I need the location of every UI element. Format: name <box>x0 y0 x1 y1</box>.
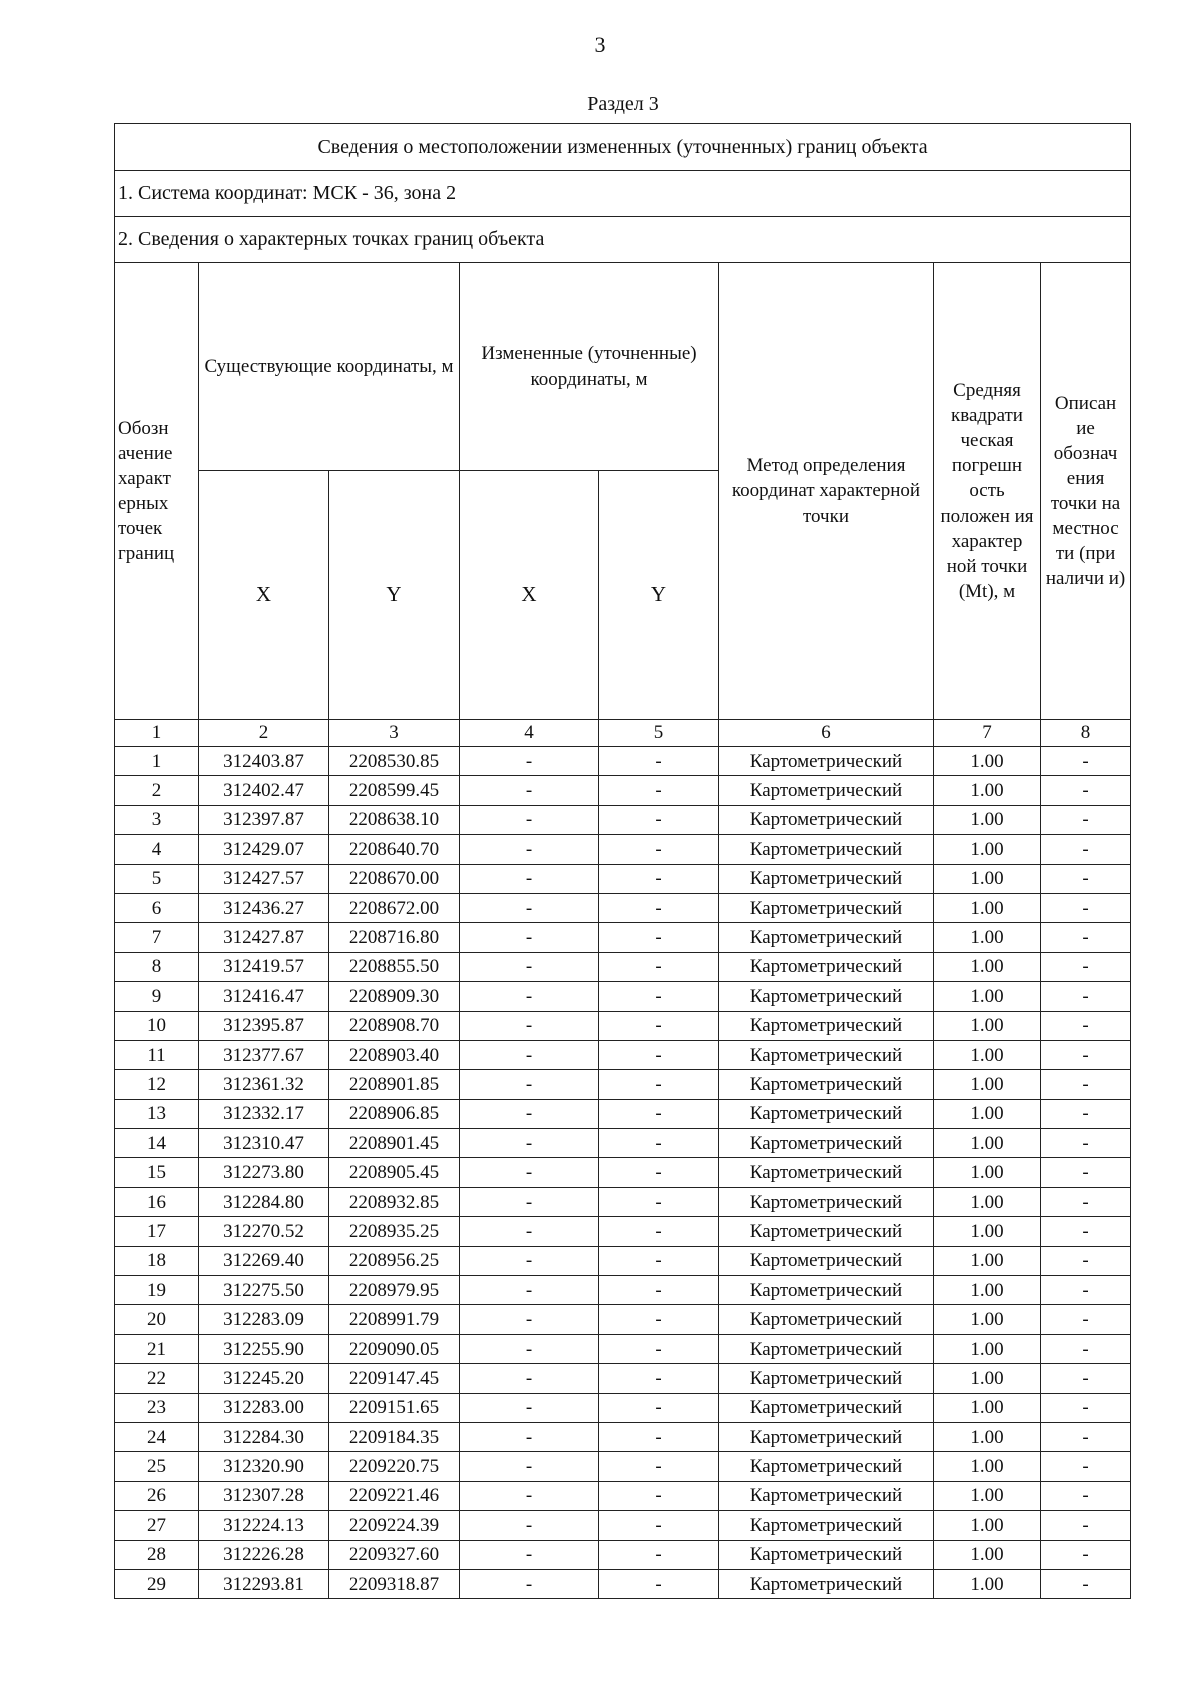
existing-y-cell: 2208530.85 <box>329 747 460 776</box>
method-cell: Картометрический <box>719 982 934 1011</box>
point-number-cell: 5 <box>115 864 199 893</box>
description-cell: - <box>1041 1276 1131 1305</box>
method-cell: Картометрический <box>719 1246 934 1275</box>
changed-x-cell: - <box>460 1187 599 1216</box>
existing-y-cell: 2209224.39 <box>329 1511 460 1540</box>
point-number-cell: 18 <box>115 1246 199 1275</box>
header-existing-y: Y <box>329 471 460 720</box>
accuracy-cell: 1.00 <box>934 1187 1041 1216</box>
column-number: 5 <box>599 720 719 747</box>
changed-y-cell: - <box>599 1158 719 1187</box>
description-cell: - <box>1041 1393 1131 1422</box>
table-row <box>115 1187 1131 1216</box>
changed-y-cell: - <box>599 747 719 776</box>
changed-x-cell: - <box>460 805 599 834</box>
changed-x-cell: - <box>460 952 599 981</box>
table-row <box>115 864 1131 893</box>
description-cell: - <box>1041 1187 1131 1216</box>
point-number-cell: 13 <box>115 1099 199 1128</box>
changed-x-cell: - <box>460 1393 599 1422</box>
description-cell: - <box>1041 1452 1131 1481</box>
header-changed-y: Y <box>599 471 719 720</box>
existing-x-cell: 312402.47 <box>199 776 329 805</box>
column-number: 7 <box>934 720 1041 747</box>
existing-y-cell: 2209184.35 <box>329 1422 460 1451</box>
method-cell: Картометрический <box>719 923 934 952</box>
method-cell: Картометрический <box>719 776 934 805</box>
column-number: 4 <box>460 720 599 747</box>
method-cell: Картометрический <box>719 893 934 922</box>
table-title: Сведения о местоположении измененных (уточненных) границ объекта <box>115 124 1131 171</box>
column-number: 1 <box>115 720 199 747</box>
header-designation: Обозн ачение характ ерных точек границ <box>115 263 199 720</box>
point-number-cell: 10 <box>115 1011 199 1040</box>
table-row <box>115 1246 1131 1275</box>
changed-x-cell: - <box>460 1129 599 1158</box>
description-cell: - <box>1041 1511 1131 1540</box>
changed-y-cell: - <box>599 1334 719 1363</box>
existing-y-cell: 2208716.80 <box>329 923 460 952</box>
point-number-cell: 24 <box>115 1422 199 1451</box>
existing-y-cell: 2209221.46 <box>329 1481 460 1510</box>
description-cell: - <box>1041 1305 1131 1334</box>
existing-x-cell: 312377.67 <box>199 1040 329 1069</box>
existing-x-cell: 312270.52 <box>199 1217 329 1246</box>
table-row <box>115 1364 1131 1393</box>
description-cell: - <box>1041 747 1131 776</box>
description-cell: - <box>1041 923 1131 952</box>
point-number-cell: 1 <box>115 747 199 776</box>
changed-y-cell: - <box>599 1305 719 1334</box>
method-cell: Картометрический <box>719 1099 934 1128</box>
description-cell: - <box>1041 1569 1131 1598</box>
existing-y-cell: 2208855.50 <box>329 952 460 981</box>
accuracy-cell: 1.00 <box>934 893 1041 922</box>
header-accuracy: Средняя квадрати ческая погрешн ость положен ия характер ной точки (Mt), м <box>934 263 1041 720</box>
table-row <box>115 1334 1131 1363</box>
changed-y-cell: - <box>599 1481 719 1510</box>
table-row <box>115 1540 1131 1569</box>
point-number-cell: 3 <box>115 805 199 834</box>
point-number-cell: 21 <box>115 1334 199 1363</box>
changed-y-cell: - <box>599 1246 719 1275</box>
description-cell: - <box>1041 1246 1131 1275</box>
coordinate-system: 1. Система координат: МСК - 36, зона 2 <box>115 171 1131 217</box>
existing-x-cell: 312224.13 <box>199 1511 329 1540</box>
accuracy-cell: 1.00 <box>934 1246 1041 1275</box>
accuracy-cell: 1.00 <box>934 1158 1041 1187</box>
changed-y-cell: - <box>599 1452 719 1481</box>
changed-y-cell: - <box>599 1011 719 1040</box>
existing-y-cell: 2208901.45 <box>329 1129 460 1158</box>
point-number-cell: 22 <box>115 1364 199 1393</box>
existing-y-cell: 2209151.65 <box>329 1393 460 1422</box>
changed-y-cell: - <box>599 1540 719 1569</box>
table-row <box>115 1217 1131 1246</box>
point-number-cell: 20 <box>115 1305 199 1334</box>
changed-y-cell: - <box>599 835 719 864</box>
existing-y-cell: 2208991.79 <box>329 1305 460 1334</box>
changed-x-cell: - <box>460 1276 599 1305</box>
changed-y-cell: - <box>599 1276 719 1305</box>
existing-x-cell: 312245.20 <box>199 1364 329 1393</box>
method-cell: Картометрический <box>719 1040 934 1069</box>
accuracy-cell: 1.00 <box>934 835 1041 864</box>
point-number-cell: 17 <box>115 1217 199 1246</box>
existing-y-cell: 2208640.70 <box>329 835 460 864</box>
method-cell: Картометрический <box>719 952 934 981</box>
existing-y-cell: 2209090.05 <box>329 1334 460 1363</box>
accuracy-cell: 1.00 <box>934 1452 1041 1481</box>
accuracy-cell: 1.00 <box>934 747 1041 776</box>
method-cell: Картометрический <box>719 1158 934 1187</box>
table-row <box>115 982 1131 1011</box>
method-cell: Картометрический <box>719 1334 934 1363</box>
existing-x-cell: 312273.80 <box>199 1158 329 1187</box>
existing-x-cell: 312284.80 <box>199 1187 329 1216</box>
changed-x-cell: - <box>460 1246 599 1275</box>
point-number-cell: 15 <box>115 1158 199 1187</box>
point-number-cell: 12 <box>115 1070 199 1099</box>
changed-y-cell: - <box>599 1070 719 1099</box>
description-cell: - <box>1041 1422 1131 1451</box>
changed-x-cell: - <box>460 982 599 1011</box>
changed-y-cell: - <box>599 1099 719 1128</box>
existing-x-cell: 312397.87 <box>199 805 329 834</box>
existing-y-cell: 2209327.60 <box>329 1540 460 1569</box>
changed-y-cell: - <box>599 1364 719 1393</box>
accuracy-cell: 1.00 <box>934 1070 1041 1099</box>
point-number-cell: 16 <box>115 1187 199 1216</box>
existing-x-cell: 312429.07 <box>199 835 329 864</box>
header-existing-x: X <box>199 471 329 720</box>
changed-y-cell: - <box>599 893 719 922</box>
description-cell: - <box>1041 893 1131 922</box>
changed-y-cell: - <box>599 982 719 1011</box>
existing-x-cell: 312255.90 <box>199 1334 329 1363</box>
existing-y-cell: 2209220.75 <box>329 1452 460 1481</box>
method-cell: Картометрический <box>719 1481 934 1510</box>
table-row <box>115 747 1131 776</box>
existing-x-cell: 312320.90 <box>199 1452 329 1481</box>
point-number-cell: 19 <box>115 1276 199 1305</box>
header-method: Метод определения координат характерной точки <box>719 263 934 720</box>
changed-x-cell: - <box>460 747 599 776</box>
existing-y-cell: 2208908.70 <box>329 1011 460 1040</box>
point-number-cell: 7 <box>115 923 199 952</box>
changed-x-cell: - <box>460 1070 599 1099</box>
method-cell: Картометрический <box>719 1569 934 1598</box>
existing-x-cell: 312427.57 <box>199 864 329 893</box>
description-cell: - <box>1041 864 1131 893</box>
changed-y-cell: - <box>599 864 719 893</box>
point-number-cell: 2 <box>115 776 199 805</box>
existing-x-cell: 312275.50 <box>199 1276 329 1305</box>
method-cell: Картометрический <box>719 1070 934 1099</box>
existing-x-cell: 312293.81 <box>199 1569 329 1598</box>
table-row <box>115 835 1131 864</box>
changed-x-cell: - <box>460 1452 599 1481</box>
accuracy-cell: 1.00 <box>934 1011 1041 1040</box>
method-cell: Картометрический <box>719 835 934 864</box>
description-cell: - <box>1041 805 1131 834</box>
existing-y-cell: 2209318.87 <box>329 1569 460 1598</box>
description-cell: - <box>1041 1481 1131 1510</box>
point-number-cell: 27 <box>115 1511 199 1540</box>
existing-x-cell: 312269.40 <box>199 1246 329 1275</box>
boundary-points-table <box>114 123 1131 1599</box>
changed-x-cell: - <box>460 1217 599 1246</box>
description-cell: - <box>1041 1011 1131 1040</box>
existing-x-cell: 312403.87 <box>199 747 329 776</box>
accuracy-cell: 1.00 <box>934 776 1041 805</box>
changed-x-cell: - <box>460 776 599 805</box>
accuracy-cell: 1.00 <box>934 1334 1041 1363</box>
existing-x-cell: 312284.30 <box>199 1422 329 1451</box>
table-row <box>115 776 1131 805</box>
table-row <box>115 1393 1131 1422</box>
existing-x-cell: 312283.09 <box>199 1305 329 1334</box>
existing-y-cell: 2208905.45 <box>329 1158 460 1187</box>
table-row <box>115 1011 1131 1040</box>
header-changed-x: X <box>460 471 599 720</box>
method-cell: Картометрический <box>719 1393 934 1422</box>
table-row <box>115 1129 1131 1158</box>
table-row <box>115 893 1131 922</box>
existing-y-cell: 2208932.85 <box>329 1187 460 1216</box>
changed-y-cell: - <box>599 1422 719 1451</box>
method-cell: Картометрический <box>719 1305 934 1334</box>
accuracy-cell: 1.00 <box>934 1129 1041 1158</box>
changed-x-cell: - <box>460 1099 599 1128</box>
method-cell: Картометрический <box>719 1187 934 1216</box>
accuracy-cell: 1.00 <box>934 1511 1041 1540</box>
description-cell: - <box>1041 835 1131 864</box>
changed-x-cell: - <box>460 864 599 893</box>
existing-x-cell: 312361.32 <box>199 1070 329 1099</box>
accuracy-cell: 1.00 <box>934 1276 1041 1305</box>
description-cell: - <box>1041 1540 1131 1569</box>
changed-y-cell: - <box>599 776 719 805</box>
existing-x-cell: 312226.28 <box>199 1540 329 1569</box>
accuracy-cell: 1.00 <box>934 1422 1041 1451</box>
table-row <box>115 1070 1131 1099</box>
existing-y-cell: 2209147.45 <box>329 1364 460 1393</box>
point-number-cell: 14 <box>115 1129 199 1158</box>
changed-x-cell: - <box>460 1334 599 1363</box>
point-number-cell: 8 <box>115 952 199 981</box>
existing-x-cell: 312416.47 <box>199 982 329 1011</box>
point-number-cell: 29 <box>115 1569 199 1598</box>
changed-x-cell: - <box>460 1011 599 1040</box>
accuracy-cell: 1.00 <box>934 923 1041 952</box>
accuracy-cell: 1.00 <box>934 952 1041 981</box>
changed-x-cell: - <box>460 1481 599 1510</box>
description-cell: - <box>1041 1217 1131 1246</box>
points-caption: 2. Сведения о характерных точках границ объекта <box>115 217 1131 263</box>
point-number-cell: 4 <box>115 835 199 864</box>
existing-y-cell: 2208935.25 <box>329 1217 460 1246</box>
existing-x-cell: 312310.47 <box>199 1129 329 1158</box>
column-number: 6 <box>719 720 934 747</box>
accuracy-cell: 1.00 <box>934 1393 1041 1422</box>
changed-x-cell: - <box>460 1040 599 1069</box>
method-cell: Картометрический <box>719 1452 934 1481</box>
header-description: Описан ие обознач ения точки на местнос ти (при наличи и) <box>1041 263 1131 720</box>
existing-y-cell: 2208901.85 <box>329 1070 460 1099</box>
existing-y-cell: 2208670.00 <box>329 864 460 893</box>
point-number-cell: 11 <box>115 1040 199 1069</box>
table-row <box>115 1099 1131 1128</box>
existing-y-cell: 2208909.30 <box>329 982 460 1011</box>
existing-x-cell: 312307.28 <box>199 1481 329 1510</box>
changed-y-cell: - <box>599 1569 719 1598</box>
existing-x-cell: 312427.87 <box>199 923 329 952</box>
accuracy-cell: 1.00 <box>934 1569 1041 1598</box>
description-cell: - <box>1041 1364 1131 1393</box>
column-numbers-row <box>115 720 1131 747</box>
point-number-cell: 6 <box>115 893 199 922</box>
section-label: Раздел 3 <box>587 93 659 115</box>
existing-y-cell: 2208638.10 <box>329 805 460 834</box>
changed-x-cell: - <box>460 1569 599 1598</box>
changed-x-cell: - <box>460 1305 599 1334</box>
table-row <box>115 1452 1131 1481</box>
method-cell: Картометрический <box>719 1011 934 1040</box>
accuracy-cell: 1.00 <box>934 1099 1041 1128</box>
column-number: 8 <box>1041 720 1131 747</box>
column-number: 2 <box>199 720 329 747</box>
existing-x-cell: 312436.27 <box>199 893 329 922</box>
accuracy-cell: 1.00 <box>934 864 1041 893</box>
point-number-cell: 28 <box>115 1540 199 1569</box>
existing-x-cell: 312419.57 <box>199 952 329 981</box>
table-row <box>115 952 1131 981</box>
existing-x-cell: 312283.00 <box>199 1393 329 1422</box>
changed-x-cell: - <box>460 1158 599 1187</box>
description-cell: - <box>1041 1334 1131 1363</box>
table-row <box>115 1422 1131 1451</box>
existing-y-cell: 2208956.25 <box>329 1246 460 1275</box>
accuracy-cell: 1.00 <box>934 1040 1041 1069</box>
description-cell: - <box>1041 1158 1131 1187</box>
changed-x-cell: - <box>460 923 599 952</box>
changed-y-cell: - <box>599 923 719 952</box>
existing-y-cell: 2208672.00 <box>329 893 460 922</box>
description-cell: - <box>1041 1099 1131 1128</box>
changed-x-cell: - <box>460 1511 599 1540</box>
table-row <box>115 1276 1131 1305</box>
changed-y-cell: - <box>599 952 719 981</box>
method-cell: Картометрический <box>719 747 934 776</box>
accuracy-cell: 1.00 <box>934 1364 1041 1393</box>
existing-y-cell: 2208906.85 <box>329 1099 460 1128</box>
existing-x-cell: 312332.17 <box>199 1099 329 1128</box>
changed-y-cell: - <box>599 1511 719 1540</box>
accuracy-cell: 1.00 <box>934 1481 1041 1510</box>
description-cell: - <box>1041 776 1131 805</box>
column-number: 3 <box>329 720 460 747</box>
existing-x-cell: 312395.87 <box>199 1011 329 1040</box>
table-row <box>115 1040 1131 1069</box>
method-cell: Картометрический <box>719 1217 934 1246</box>
accuracy-cell: 1.00 <box>934 1540 1041 1569</box>
description-cell: - <box>1041 982 1131 1011</box>
accuracy-cell: 1.00 <box>934 982 1041 1011</box>
method-cell: Картометрический <box>719 1511 934 1540</box>
method-cell: Картометрический <box>719 1540 934 1569</box>
table-row <box>115 1481 1131 1510</box>
table-row <box>115 805 1131 834</box>
changed-x-cell: - <box>460 1364 599 1393</box>
existing-y-cell: 2208979.95 <box>329 1276 460 1305</box>
table-row <box>115 923 1131 952</box>
page-number: 3 <box>594 32 606 57</box>
table-row <box>115 1569 1131 1598</box>
method-cell: Картометрический <box>719 864 934 893</box>
method-cell: Картометрический <box>719 805 934 834</box>
accuracy-cell: 1.00 <box>934 1217 1041 1246</box>
point-number-cell: 23 <box>115 1393 199 1422</box>
accuracy-cell: 1.00 <box>934 1305 1041 1334</box>
header-existing-coordinates: Существующие координаты, м <box>199 263 460 471</box>
changed-x-cell: - <box>460 1540 599 1569</box>
method-cell: Картометрический <box>719 1276 934 1305</box>
changed-y-cell: - <box>599 1393 719 1422</box>
changed-x-cell: - <box>460 893 599 922</box>
header-changed-coordinates: Измененные (уточненные) координаты, м <box>460 263 719 471</box>
changed-y-cell: - <box>599 1217 719 1246</box>
existing-y-cell: 2208599.45 <box>329 776 460 805</box>
changed-y-cell: - <box>599 805 719 834</box>
description-cell: - <box>1041 952 1131 981</box>
description-cell: - <box>1041 1129 1131 1158</box>
description-cell: - <box>1041 1040 1131 1069</box>
method-cell: Картометрический <box>719 1129 934 1158</box>
table-row <box>115 1511 1131 1540</box>
point-number-cell: 25 <box>115 1452 199 1481</box>
existing-y-cell: 2208903.40 <box>329 1040 460 1069</box>
accuracy-cell: 1.00 <box>934 805 1041 834</box>
table-row <box>115 1305 1131 1334</box>
changed-x-cell: - <box>460 1422 599 1451</box>
changed-x-cell: - <box>460 835 599 864</box>
description-cell: - <box>1041 1070 1131 1099</box>
changed-y-cell: - <box>599 1040 719 1069</box>
point-number-cell: 9 <box>115 982 199 1011</box>
method-cell: Картометрический <box>719 1364 934 1393</box>
method-cell: Картометрический <box>719 1422 934 1451</box>
changed-y-cell: - <box>599 1187 719 1216</box>
table-row <box>115 1158 1131 1187</box>
changed-y-cell: - <box>599 1129 719 1158</box>
point-number-cell: 26 <box>115 1481 199 1510</box>
